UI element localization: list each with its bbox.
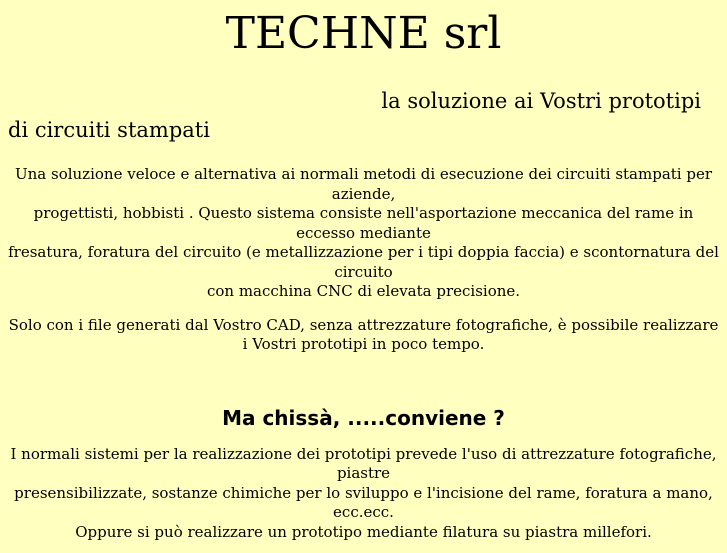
- intro-line: progettisti, hobbisti . Questo sistema consiste nell'asportazione meccanica del rame in eccesso mediante: [33, 204, 694, 242]
- section-line: I normali sistemi per la realizzazione dei prototipi prevede l'uso di attrezzature fotografiche, piastre: [10, 444, 717, 482]
- page-content: [0, 8, 727, 542]
- intro-paragraph: [8, 165, 719, 302]
- cad-line: Solo con i file generati dal Vostro CAD, senza attrezzature fotografiche, è possibile realizzare: [8, 315, 719, 334]
- section-line: presensibilizzate, sostanze chimiche per lo sviluppo e l'incisione del rame, foratura a mano, ecc.ecc.: [14, 483, 713, 521]
- intro-line: con macchina CNC di elevata precisione.: [206, 282, 521, 300]
- section-line: Oppure si può realizzare un prototipo mediante filatura su piastra millefori.: [75, 522, 652, 541]
- section-paragraph: [8, 445, 719, 543]
- intro-line: fresatura, foratura del circuito (e metallizzazione per i tipi doppia faccia) e scontornatura del circuito: [8, 243, 719, 281]
- cad-line: i Vostri prototipi in poco tempo.: [242, 335, 485, 353]
- cad-paragraph: [8, 316, 719, 355]
- tagline-line-2: di circuiti stampati: [8, 118, 210, 142]
- tagline-line-1: la soluzione ai Vostri prototipi: [381, 89, 701, 113]
- intro-line: Una soluzione veloce e alternativa ai normali metodi di esecuzione dei circuiti stampati per aziende,: [14, 165, 713, 203]
- section-heading: Ma chissà, .....conviene ?: [222, 405, 505, 430]
- page-title: TECHNE srl: [225, 8, 502, 59]
